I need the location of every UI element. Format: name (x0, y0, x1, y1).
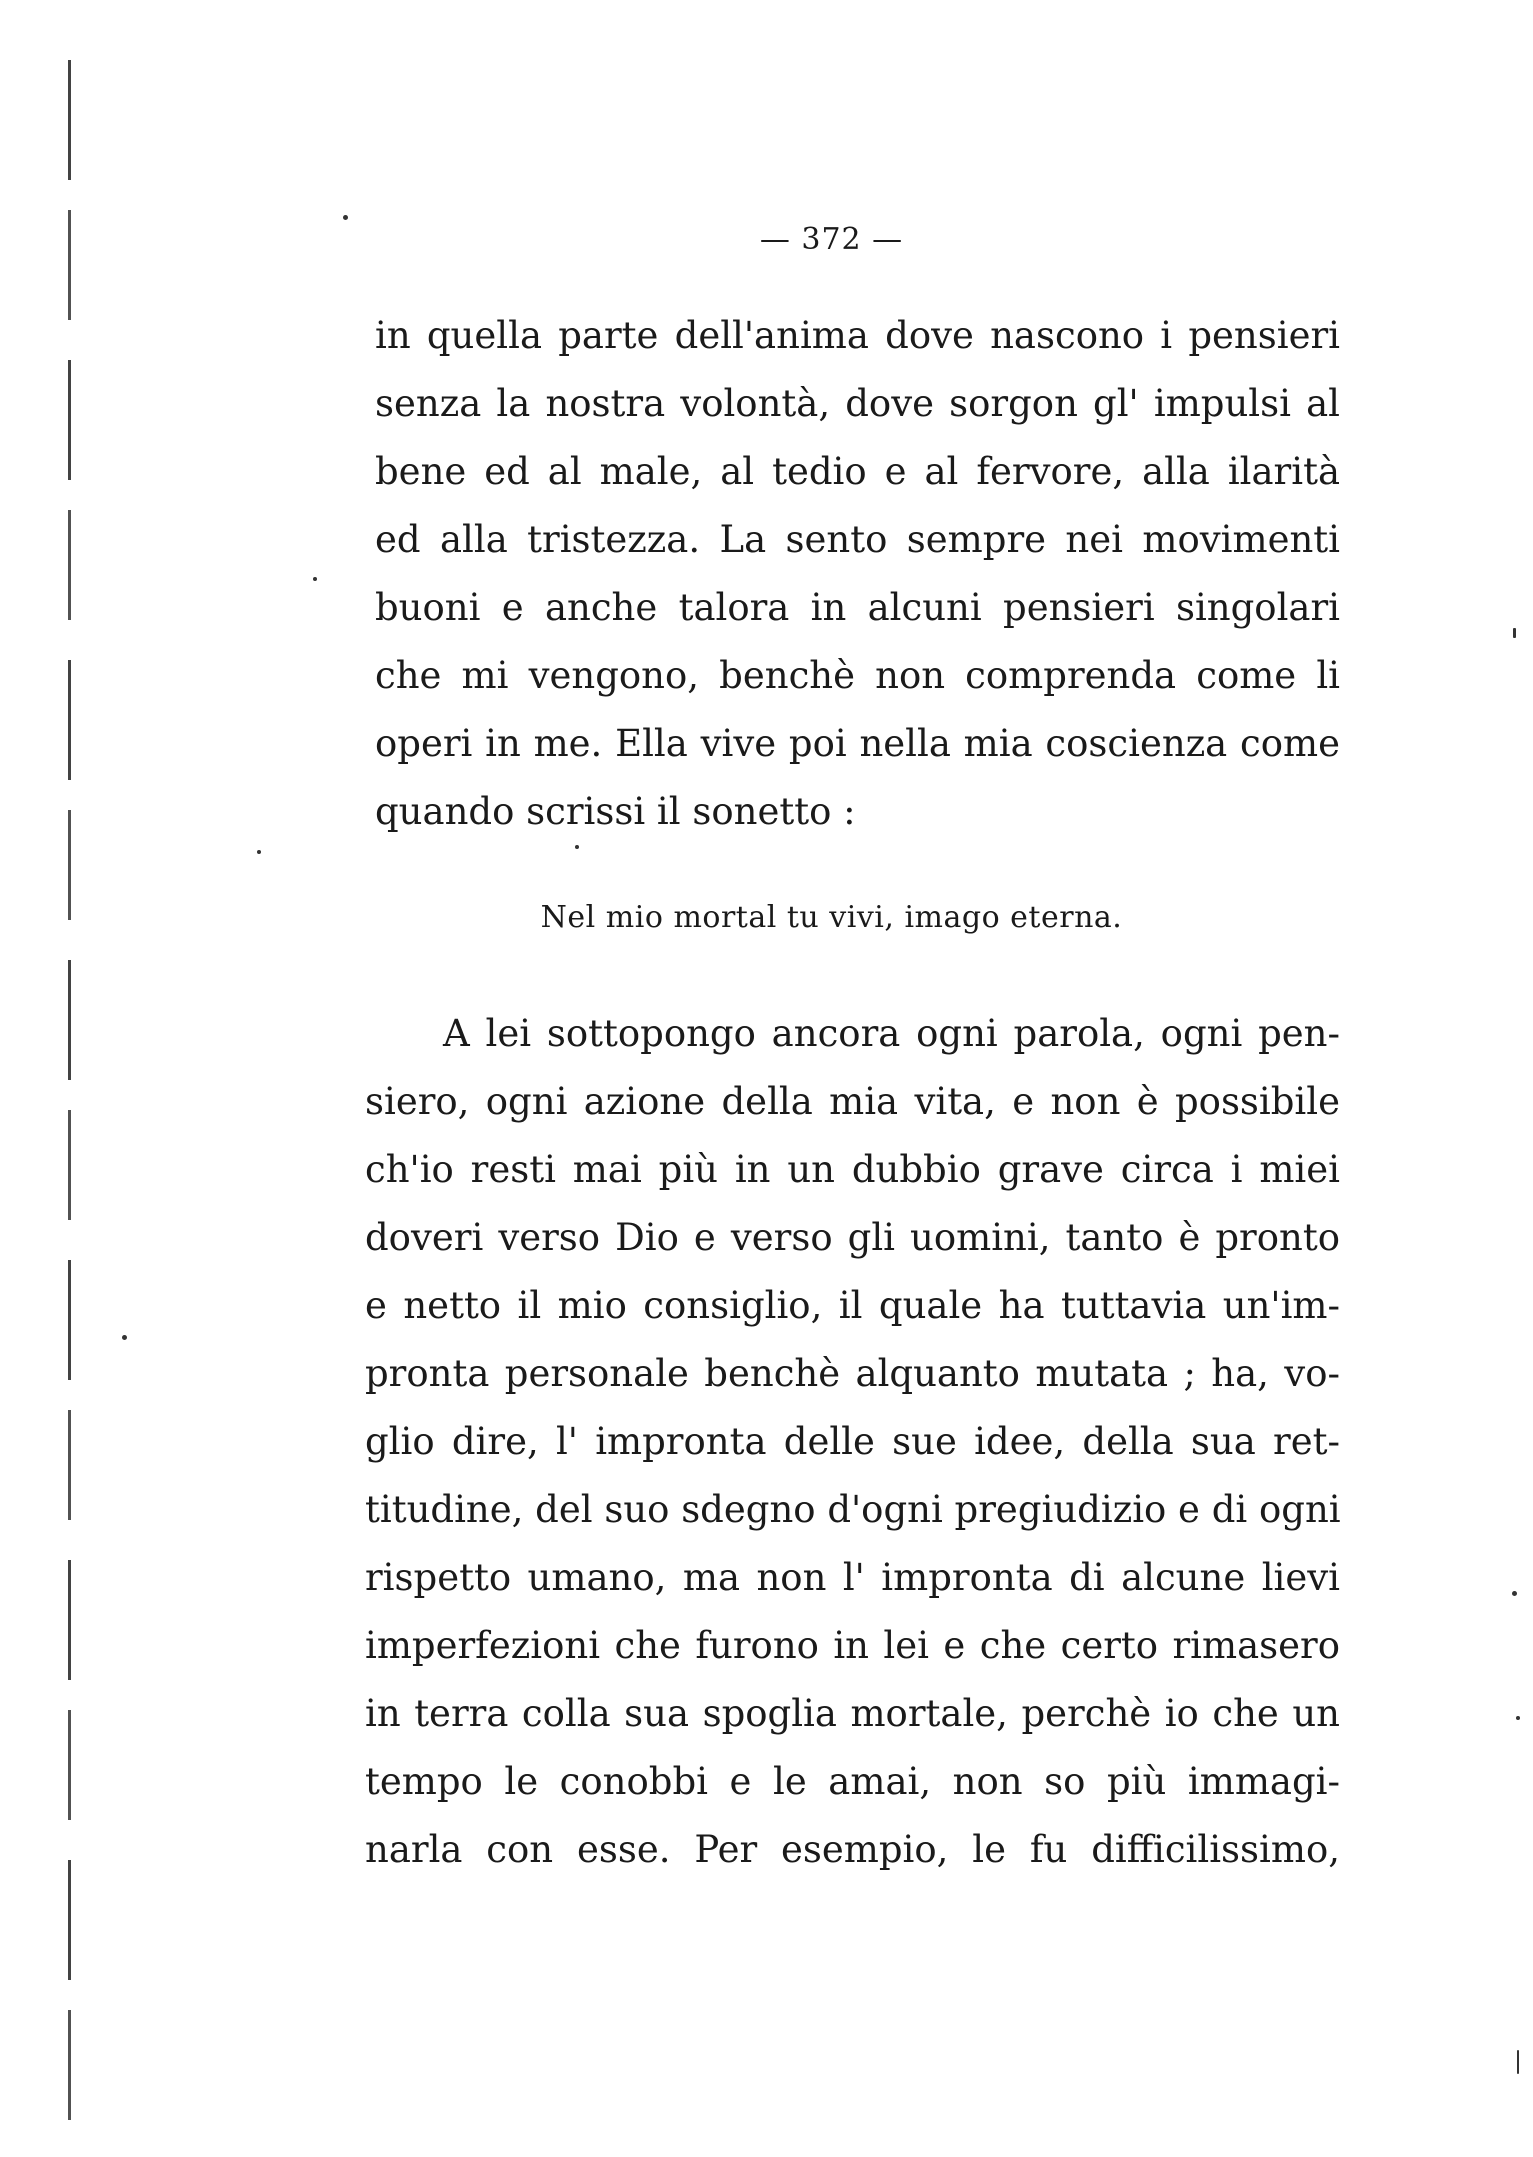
scan-edge-artifact (68, 60, 71, 2157)
quoted-verse: Nel mio mortal tu vivi, imago eterna. (540, 900, 1123, 935)
text-line: A lei sottopongo ancora ogni parola, ogni pen- (443, 1012, 1340, 1055)
text-line: buoni e anche talora in alcuni pensieri singolari (375, 586, 1340, 629)
text-line: ed alla tristezza. La sento sempre nei movimenti (375, 518, 1340, 561)
text-line: rispetto umano, ma non l' impronta di alcune lievi (365, 1556, 1340, 1599)
text-line: senza la nostra volontà, dove sorgon gl' impulsi al (375, 382, 1340, 425)
scan-speck (313, 577, 317, 581)
scan-speck (257, 850, 261, 854)
text-line: doveri verso Dio e verso gli uomini, tanto è pronto (365, 1216, 1340, 1259)
scan-speck (1512, 1591, 1517, 1596)
text-line: in terra colla sua spoglia mortale, perchè io che un (365, 1692, 1340, 1735)
scan-speck (122, 1335, 127, 1340)
text-line: pronta personale benchè alquanto mutata ; ha, vo- (365, 1352, 1340, 1395)
text-line: in quella parte dell'anima dove nascono i pensieri (375, 314, 1340, 357)
text-line: che mi vengono, benchè non comprenda come li (375, 654, 1340, 697)
text-line: narla con esse. Per esempio, le fu difficilissimo, (365, 1828, 1340, 1871)
scan-speck (1513, 628, 1516, 638)
scan-speck (1517, 2050, 1519, 2074)
scan-speck (343, 215, 348, 220)
text-line: imperfezioni che furono in lei e che certo rimasero (365, 1624, 1340, 1667)
text-line: glio dire, l' impronta delle sue idee, della sua ret- (365, 1420, 1340, 1463)
text-line: siero, ogni azione della mia vita, e non è possibile (365, 1080, 1340, 1123)
paragraph-1 (375, 302, 1340, 846)
text-line: tempo le conobbi e le amai, non so più immagi- (365, 1760, 1340, 1803)
text-line: ch'io resti mai più in un dubbio grave circa i miei (365, 1148, 1340, 1191)
text-line: quando scrissi il sonetto : (375, 790, 856, 833)
text-line: titudine, del suo sdegno d'ogni pregiudizio e di ogni (365, 1488, 1341, 1531)
paragraph-2 (365, 1000, 1340, 1884)
text-line: operi in me. Ella vive poi nella mia coscienza come (375, 722, 1340, 765)
page-number: — 372 — (759, 222, 904, 257)
scan-speck (1516, 1716, 1520, 1720)
text-line: e netto il mio consiglio, il quale ha tuttavia un'im- (365, 1284, 1340, 1327)
text-line: bene ed al male, al tedio e al fervore, alla ilarità (375, 450, 1340, 493)
